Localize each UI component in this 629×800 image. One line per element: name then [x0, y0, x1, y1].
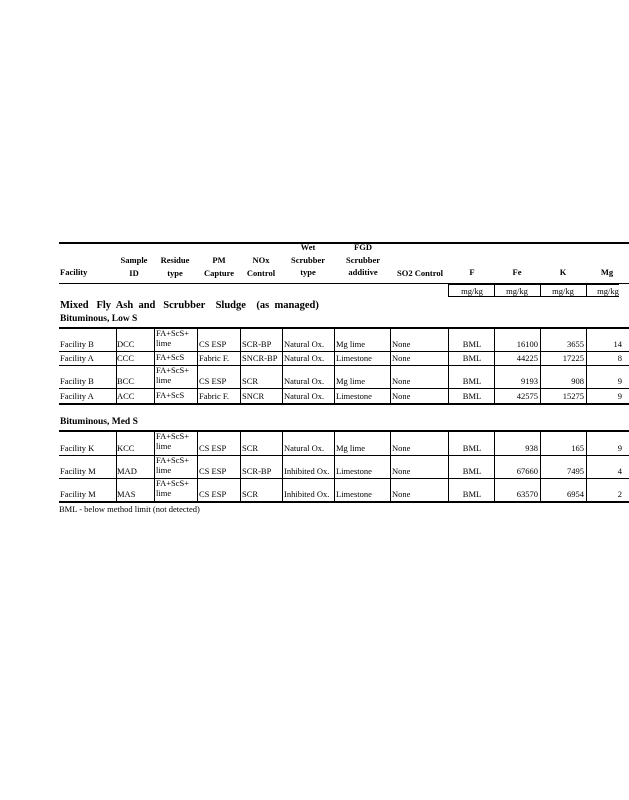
- cell-mg: 4: [617, 466, 622, 476]
- cell-mg: 8: [617, 353, 622, 363]
- cell-wet: Inhibited Ox.: [284, 466, 330, 476]
- cell-nox: SCR: [242, 489, 259, 499]
- cell-k: 7495: [567, 466, 584, 476]
- residue-line: FA+ScS+: [156, 431, 190, 441]
- cell-so2: None: [392, 443, 411, 453]
- cell-wet: Natural Ox.: [284, 353, 325, 363]
- cell-k: 3655: [567, 339, 584, 349]
- cell-pm: CS ESP: [199, 443, 227, 453]
- cell-fgd: Mg lime: [336, 376, 366, 386]
- cell-residue-type: [156, 432, 189, 451]
- residue-line: FA+ScS+: [156, 455, 190, 465]
- col-header-nox-control: NOx Control: [246, 255, 276, 278]
- unit-f: mg/kg: [461, 286, 483, 296]
- cell-pm: CS ESP: [199, 339, 227, 349]
- cell-f: BML: [462, 466, 482, 476]
- cell-fe: 67660: [516, 466, 538, 476]
- cell-nox: SCR-BP: [242, 339, 272, 349]
- cell-fgd: Limestone: [336, 391, 372, 401]
- cell-nox: SNCR: [242, 391, 265, 401]
- cell-fe: 9193: [521, 376, 538, 386]
- cell-so2: None: [392, 339, 411, 349]
- residue-line: lime: [156, 337, 172, 348]
- cell-pm: Fabric F.: [199, 353, 230, 363]
- residue-line: lime: [156, 374, 172, 385]
- cell-fe: 16100: [516, 339, 538, 349]
- unit-fe: mg/kg: [506, 286, 528, 296]
- cell-sample-id: CCC: [117, 353, 135, 363]
- cell-nox: SNCR-BP: [242, 353, 278, 363]
- col-header-fgd-additive: FGD Scrubber additive: [346, 242, 380, 277]
- cell-wet: Natural Ox.: [284, 339, 325, 349]
- col-header-residue-type: Residue type: [160, 255, 190, 278]
- cell-fgd: Mg lime: [336, 339, 366, 349]
- cell-fgd: Limestone: [336, 353, 372, 363]
- cell-nox: SCR: [242, 443, 259, 453]
- cell-f: BML: [462, 443, 482, 453]
- cell-f: BML: [462, 353, 482, 363]
- cell-f: BML: [462, 376, 482, 386]
- col-header-pm-capture: PM Capture: [203, 255, 235, 278]
- cell-so2: None: [392, 391, 411, 401]
- group-title-med-s: Bituminous, Med S: [60, 417, 138, 427]
- cell-wet: Inhibited Ox.: [284, 489, 330, 499]
- footnote: BML - below method limit (not detected): [59, 504, 200, 514]
- cell-sample-id: ACC: [117, 391, 135, 401]
- cell-nox: SCR-BP: [242, 466, 272, 476]
- col-header-facility: Facility: [60, 267, 88, 277]
- cell-mg: 14: [613, 339, 622, 349]
- cell-residue-type: [156, 329, 189, 348]
- cell-k: 165: [571, 443, 584, 453]
- cell-fe: 938: [525, 443, 538, 453]
- cell-k: 15275: [562, 391, 584, 401]
- col-header-sample-id: Sample ID: [120, 255, 148, 278]
- residue-line: FA+ScS: [156, 352, 185, 362]
- col-header-so2-control: SO2 Control: [397, 268, 443, 278]
- cell-so2: None: [392, 489, 411, 499]
- cell-facility: Facility A: [60, 391, 94, 401]
- cell-f: BML: [462, 391, 482, 401]
- cell-k: 6954: [567, 489, 584, 499]
- cell-sample-id: DCC: [117, 339, 135, 349]
- cell-sample-id: MAS: [117, 489, 136, 499]
- cell-residue-type: [156, 456, 189, 475]
- cell-facility: Facility A: [60, 353, 94, 363]
- cell-f: BML: [462, 489, 482, 499]
- cell-mg: 9: [617, 376, 622, 386]
- unit-mg: mg/kg: [597, 286, 619, 296]
- cell-mg: 9: [617, 391, 622, 401]
- residue-line: FA+ScS: [156, 390, 185, 400]
- cell-residue-type: [156, 479, 189, 498]
- cell-so2: None: [392, 376, 411, 386]
- cell-sample-id: KCC: [117, 443, 135, 453]
- col-header-fe: Fe: [512, 267, 522, 277]
- cell-residue-type: [156, 366, 189, 385]
- cell-pm: CS ESP: [199, 489, 227, 499]
- residue-line: FA+ScS+: [156, 478, 190, 488]
- cell-pm: Fabric F.: [199, 391, 230, 401]
- residue-line: lime: [156, 487, 172, 498]
- cell-mg: 2: [617, 489, 622, 499]
- unit-k: mg/kg: [552, 286, 574, 296]
- cell-facility: Facility B: [60, 376, 94, 386]
- cell-sample-id: BCC: [117, 376, 135, 386]
- residue-line: lime: [156, 440, 172, 451]
- section-title: Mixed Fly Ash and Scrubber Sludge (as managed): [60, 300, 319, 311]
- cell-wet: Natural Ox.: [284, 391, 325, 401]
- cell-fgd: Mg lime: [336, 443, 366, 453]
- cell-pm: CS ESP: [199, 466, 227, 476]
- col-header-wet-scrubber: Wet Scrubber type: [291, 242, 325, 277]
- cell-so2: None: [392, 466, 411, 476]
- cell-residue-type: [156, 353, 184, 363]
- cell-k: 908: [571, 376, 584, 386]
- cell-residue-type: [156, 391, 184, 401]
- cell-pm: CS ESP: [199, 376, 227, 386]
- col-header-f: F: [469, 267, 475, 277]
- residue-line: FA+ScS+: [156, 328, 190, 338]
- cell-fe: 44225: [516, 353, 538, 363]
- residue-line: FA+ScS+: [156, 365, 190, 375]
- cell-facility: Facility B: [60, 339, 94, 349]
- cell-f: BML: [462, 339, 482, 349]
- cell-fe: 42575: [516, 391, 538, 401]
- group-title-low-s: Bituminous, Low S: [60, 314, 138, 324]
- cell-facility: Facility M: [60, 489, 96, 499]
- residue-line: lime: [156, 464, 172, 475]
- cell-fgd: Limestone: [336, 466, 372, 476]
- cell-wet: Natural Ox.: [284, 376, 325, 386]
- cell-fe: 63570: [516, 489, 538, 499]
- cell-mg: 9: [617, 443, 622, 453]
- cell-facility: Facility K: [60, 443, 95, 453]
- col-header-k: K: [559, 267, 567, 277]
- cell-wet: Natural Ox.: [284, 443, 325, 453]
- cell-fgd: Limestone: [336, 489, 372, 499]
- cell-sample-id: MAD: [117, 466, 137, 476]
- cell-nox: SCR: [242, 376, 259, 386]
- cell-so2: None: [392, 353, 411, 363]
- cell-facility: Facility M: [60, 466, 96, 476]
- cell-k: 17225: [562, 353, 584, 363]
- col-header-mg: Mg: [600, 267, 614, 277]
